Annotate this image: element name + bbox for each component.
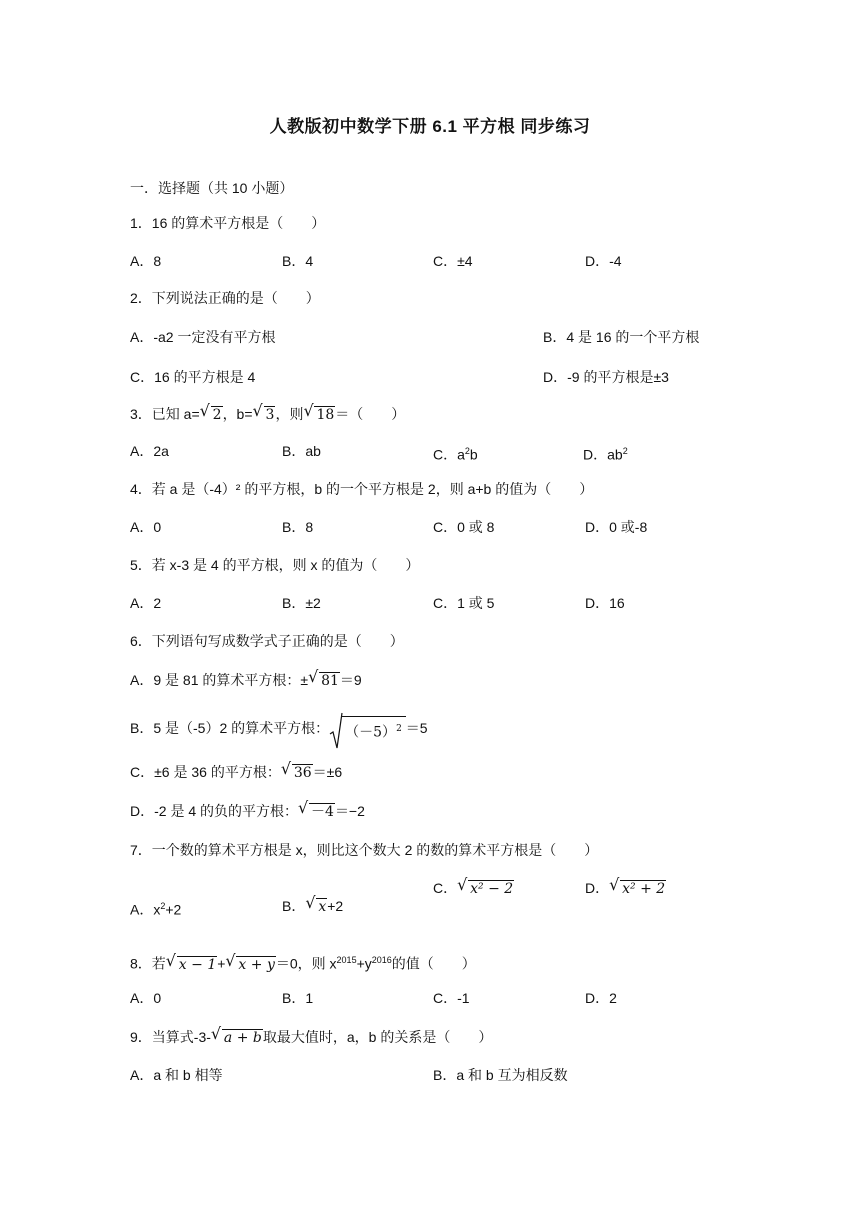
q3-option-d: D．$ab^2$ <box>583 446 628 463</box>
q9-option-a: A．a 和 b 相等 <box>130 1067 223 1083</box>
sqrt-18: √ 18 <box>304 404 335 425</box>
sqrt-neg4: √ －4 <box>299 801 335 822</box>
q3-option-a: A．2a <box>130 443 169 459</box>
q6-option-b: B．5 是（-5）2 的算术平方根： $(-5)^2 =5$ <box>130 716 428 743</box>
q9-option-b: B．a 和 b 互为相反数 <box>433 1067 568 1083</box>
question-7: 7．一个数的算术平方根是 x，则比这个数大 2 的数的算术平方根是（ ） <box>130 842 599 858</box>
question-3: 3．已知 a=√ 2，b=√ 3，则√ 18＝（ ） <box>130 404 405 425</box>
q1-option-c: C．±4 <box>433 253 473 269</box>
q4-option-b: B．8 <box>282 519 314 535</box>
q8-option-a: A．0 <box>130 990 162 1006</box>
q7-option-b: B．√ x+2 <box>282 896 343 917</box>
sqrt-x: √ x <box>306 896 327 917</box>
sqrt-81: √ 81 <box>309 670 340 691</box>
question-9: 9．当算式-3-√ a + b取最大值时，a，b 的关系是（ ） <box>130 1027 492 1048</box>
page-title: 人教版初中数学下册 6.1 平方根 同步练习 <box>269 117 591 136</box>
q2-option-d: D．-9 的平方根是±3 <box>543 369 669 385</box>
q1-option-d: D．-4 <box>585 253 622 269</box>
question-5: 5．若 x-3 是 4 的平方根，则 x 的值为（ ） <box>130 557 420 573</box>
question-1: 1．16 的算术平方根是（ ） <box>130 215 326 231</box>
sqrt-a-plus-b: √ a + b <box>212 1027 263 1048</box>
sqrt-x-minus-1: √ x − 1 <box>167 954 217 975</box>
q5-option-b: B．±2 <box>282 595 321 611</box>
q6-option-c: C．±6 是 36 的平方根：√ 36＝±6 <box>130 762 342 783</box>
q3-option-b: B．ab <box>282 443 321 459</box>
question-4: 4．若 a 是（-4）² 的平方根，b 的一个平方根是 2，则 a+b 的值为（ ） <box>130 481 594 497</box>
sqrt-x2-plus-2: √ x² + 2 <box>610 878 666 899</box>
sqrt-x-plus-y: √ x + y <box>226 954 275 975</box>
q6-option-a: A．9 是 81 的算术平方根：±√ 81＝9 <box>130 670 362 691</box>
q8-option-b: B．1 <box>282 990 314 1006</box>
q1-option-b: B．4 <box>282 253 314 269</box>
sqrt-3: √ 3 <box>254 404 276 425</box>
question-8: 8．若√ x − 1+√ x + y＝0，则 $x^{2015}+y^{2016}$的值（ ） <box>130 950 476 975</box>
q8-option-c: C．-1 <box>433 990 470 1006</box>
q2-option-a: A．-a2 一定没有平方根 <box>130 329 276 345</box>
question-2: 2．下列说法正确的是（ ） <box>130 290 320 306</box>
sqrt-2: √ 2 <box>201 404 223 425</box>
sqrt-x2-minus-2: √ x² − 2 <box>458 878 514 899</box>
q3-option-c: C．$a^2b$ <box>433 446 478 463</box>
q8-option-d: D．2 <box>585 990 617 1006</box>
q2-option-b: B．4 是 16 的一个平方根 <box>543 329 700 345</box>
q7-option-d: D．√ x² + 2 <box>585 878 666 899</box>
q2-option-c: C．16 的平方根是 4 <box>130 369 256 385</box>
q5-option-a: A．2 <box>130 595 162 611</box>
q4-option-a: A．0 <box>130 519 162 535</box>
q5-option-c: C．1 或 5 <box>433 595 495 611</box>
q4-option-d: D．0 或-8 <box>585 519 648 535</box>
q3-text-pre: 3．已知 a= <box>130 406 200 422</box>
q6-option-d: D．-2 是 4 的负的平方根：√ －4＝−2 <box>130 801 365 822</box>
question-6: 6．下列语句写成数学式子正确的是（ ） <box>130 633 404 649</box>
q1-option-a: A．8 <box>130 253 162 269</box>
q7-option-c: C．√ x² − 2 <box>433 878 514 899</box>
sqrt-neg5-squared: $(-5)^2$ <box>329 716 406 743</box>
sqrt-36: √ 36 <box>282 762 313 783</box>
q4-option-c: C．0 或 8 <box>433 519 495 535</box>
q5-option-d: D．16 <box>585 595 625 611</box>
section-heading: 一．选择题（共 10 小题） <box>130 180 294 196</box>
q7-option-a: A．$x^2+2$ <box>130 901 182 918</box>
